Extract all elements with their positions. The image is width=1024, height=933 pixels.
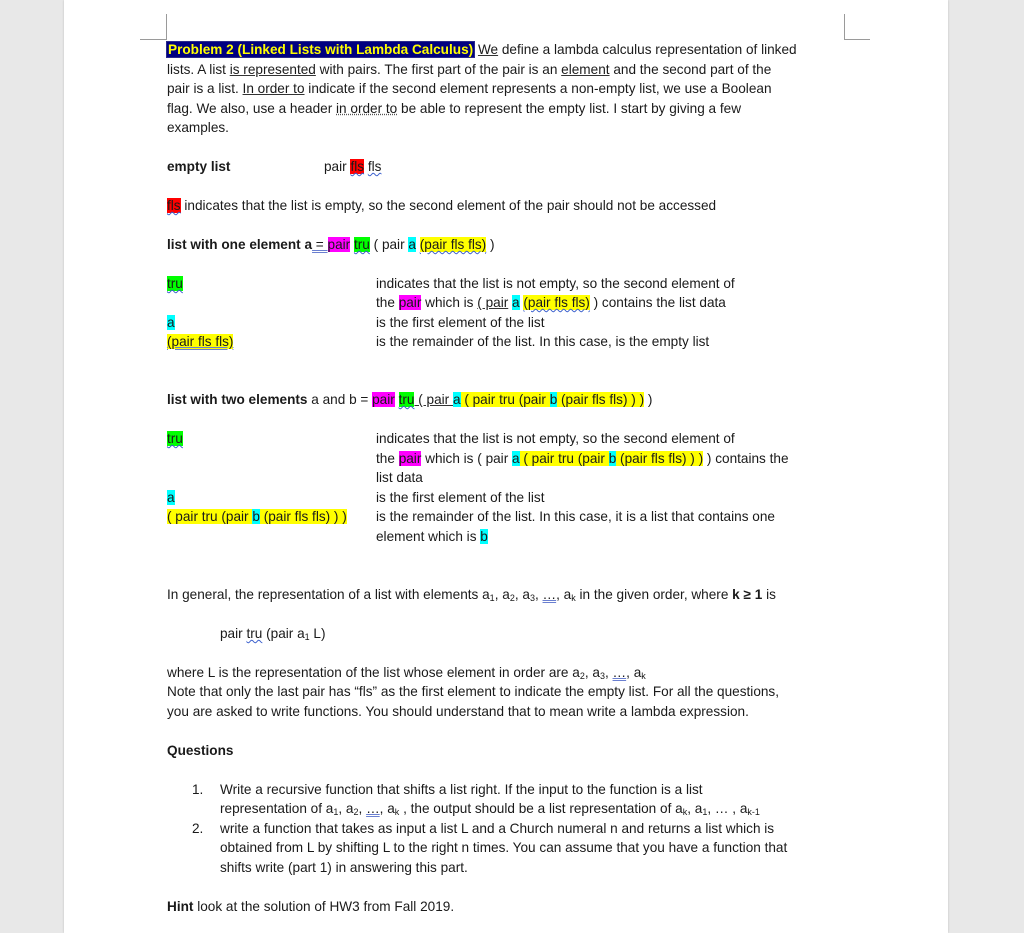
two-rest-desc-1: is the remainder of the list. In this case, it is a list that contains one bbox=[376, 509, 775, 524]
one-tru-desc-1: indicates that the list is not empty, so the second element of bbox=[376, 276, 735, 291]
question-2-line-1: write a function that takes as input a list L and a Church numeral n and returns a list which is bbox=[220, 821, 775, 836]
two-desc-1: indicates that the list is not empty, so the second element of bbox=[376, 431, 735, 446]
intro-line-5: examples. bbox=[167, 120, 229, 135]
question-1-line-1: Write a recursive function that shifts a list right. If the input to the function is a list bbox=[220, 782, 703, 797]
intro-line-3: pair is a list. In order to indicate if the second element represents a non-empty list, we use a Boolean bbox=[167, 81, 772, 96]
questions-heading: Questions bbox=[167, 743, 234, 758]
crop-mark bbox=[844, 14, 845, 40]
general-formula: pair tru (pair $a_1$ L) bbox=[220, 626, 326, 642]
two-a-desc: is the first element of the list bbox=[376, 490, 545, 505]
two-tru-label: tru bbox=[167, 431, 183, 446]
one-rest-desc: is the remainder of the list. In this case, is the empty list bbox=[376, 334, 710, 349]
general-note-2: you are asked to write functions. You should understand that to mean write a lambda expression. bbox=[167, 704, 749, 719]
question-2-line-2: obtained from L by shifting L to the right n times. You can assume that you have a function that bbox=[220, 840, 788, 855]
two-elements-line: list with two elements a and b = pair tru ( pair a ( pair tru (pair b (pair fls fls) ) ) ) bbox=[167, 392, 653, 407]
crop-mark bbox=[166, 14, 167, 40]
empty-list-note: fls indicates that the list is empty, so the second element of the pair should not be accessed bbox=[167, 198, 717, 213]
two-rest-desc-2: element which is b bbox=[376, 529, 488, 544]
two-rest-label: ( pair tru (pair b (pair fls fls) ) ) bbox=[167, 509, 347, 524]
intro-line-1: Problem 2 (Linked Lists with Lambda Calculus) We define a lambda calculus representation of linked bbox=[168, 42, 797, 57]
one-tru-desc-2: the pair which is ( pair a (pair fls fls) ) contains the list data bbox=[376, 295, 726, 310]
document-page bbox=[64, 0, 948, 933]
question-2-line-3: shifts write (part 1) in answering this part. bbox=[220, 860, 468, 875]
empty-list-label: empty list bbox=[167, 159, 231, 174]
general-note-1: Note that only the last pair has “fls” as the first element to indicate the empty list. For all the questions, bbox=[167, 684, 780, 699]
one-a-desc: is the first element of the list bbox=[376, 315, 545, 330]
two-desc-2: the pair which is ( pair a ( pair tru (pair b (pair fls fls) ) ) ) contains the bbox=[376, 451, 789, 466]
one-rest-label: (pair fls fls) bbox=[167, 334, 234, 349]
intro-line-2: lists. A list is represented with pairs. The first part of the pair is an element and the second part of the bbox=[167, 62, 772, 77]
general-line: In general, the representation of a list with elements $a_1$, $a_2$, $a_3$, …, $a_k$ in the given order, where k ≥ 1 is bbox=[167, 587, 776, 603]
question-1-number: 1. bbox=[192, 782, 204, 797]
problem-title: Problem 2 (Linked Lists with Lambda Calculus) bbox=[168, 42, 474, 57]
crop-mark bbox=[844, 39, 870, 40]
crop-mark bbox=[140, 39, 166, 40]
two-a-label: a bbox=[167, 490, 175, 505]
hint-line: Hint look at the solution of HW3 from Fall 2019. bbox=[167, 899, 455, 914]
question-2-number: 2. bbox=[192, 821, 204, 836]
intro-line-4: flag. We also, use a header in order to be able to represent the empty list. I start by giving a few bbox=[167, 101, 742, 116]
question-1-line-2: representation of $a_1$, $a_2$, …, $a_k$ , the output should be a list representation of $a_k$, $a_1$, … , $a_{k-1}$ bbox=[220, 801, 760, 817]
one-element-line: list with one element a = pair tru ( pair a (pair fls fls) ) bbox=[167, 237, 495, 252]
general-where: where L is the representation of the list whose element in order are $a_2$, $a_3$, …, $a_k$ bbox=[167, 665, 646, 681]
one-a-label: a bbox=[167, 315, 175, 330]
two-desc-3: list data bbox=[376, 470, 423, 485]
empty-list-expr: pair fls fls bbox=[324, 159, 382, 174]
one-tru-label: tru bbox=[167, 276, 183, 291]
